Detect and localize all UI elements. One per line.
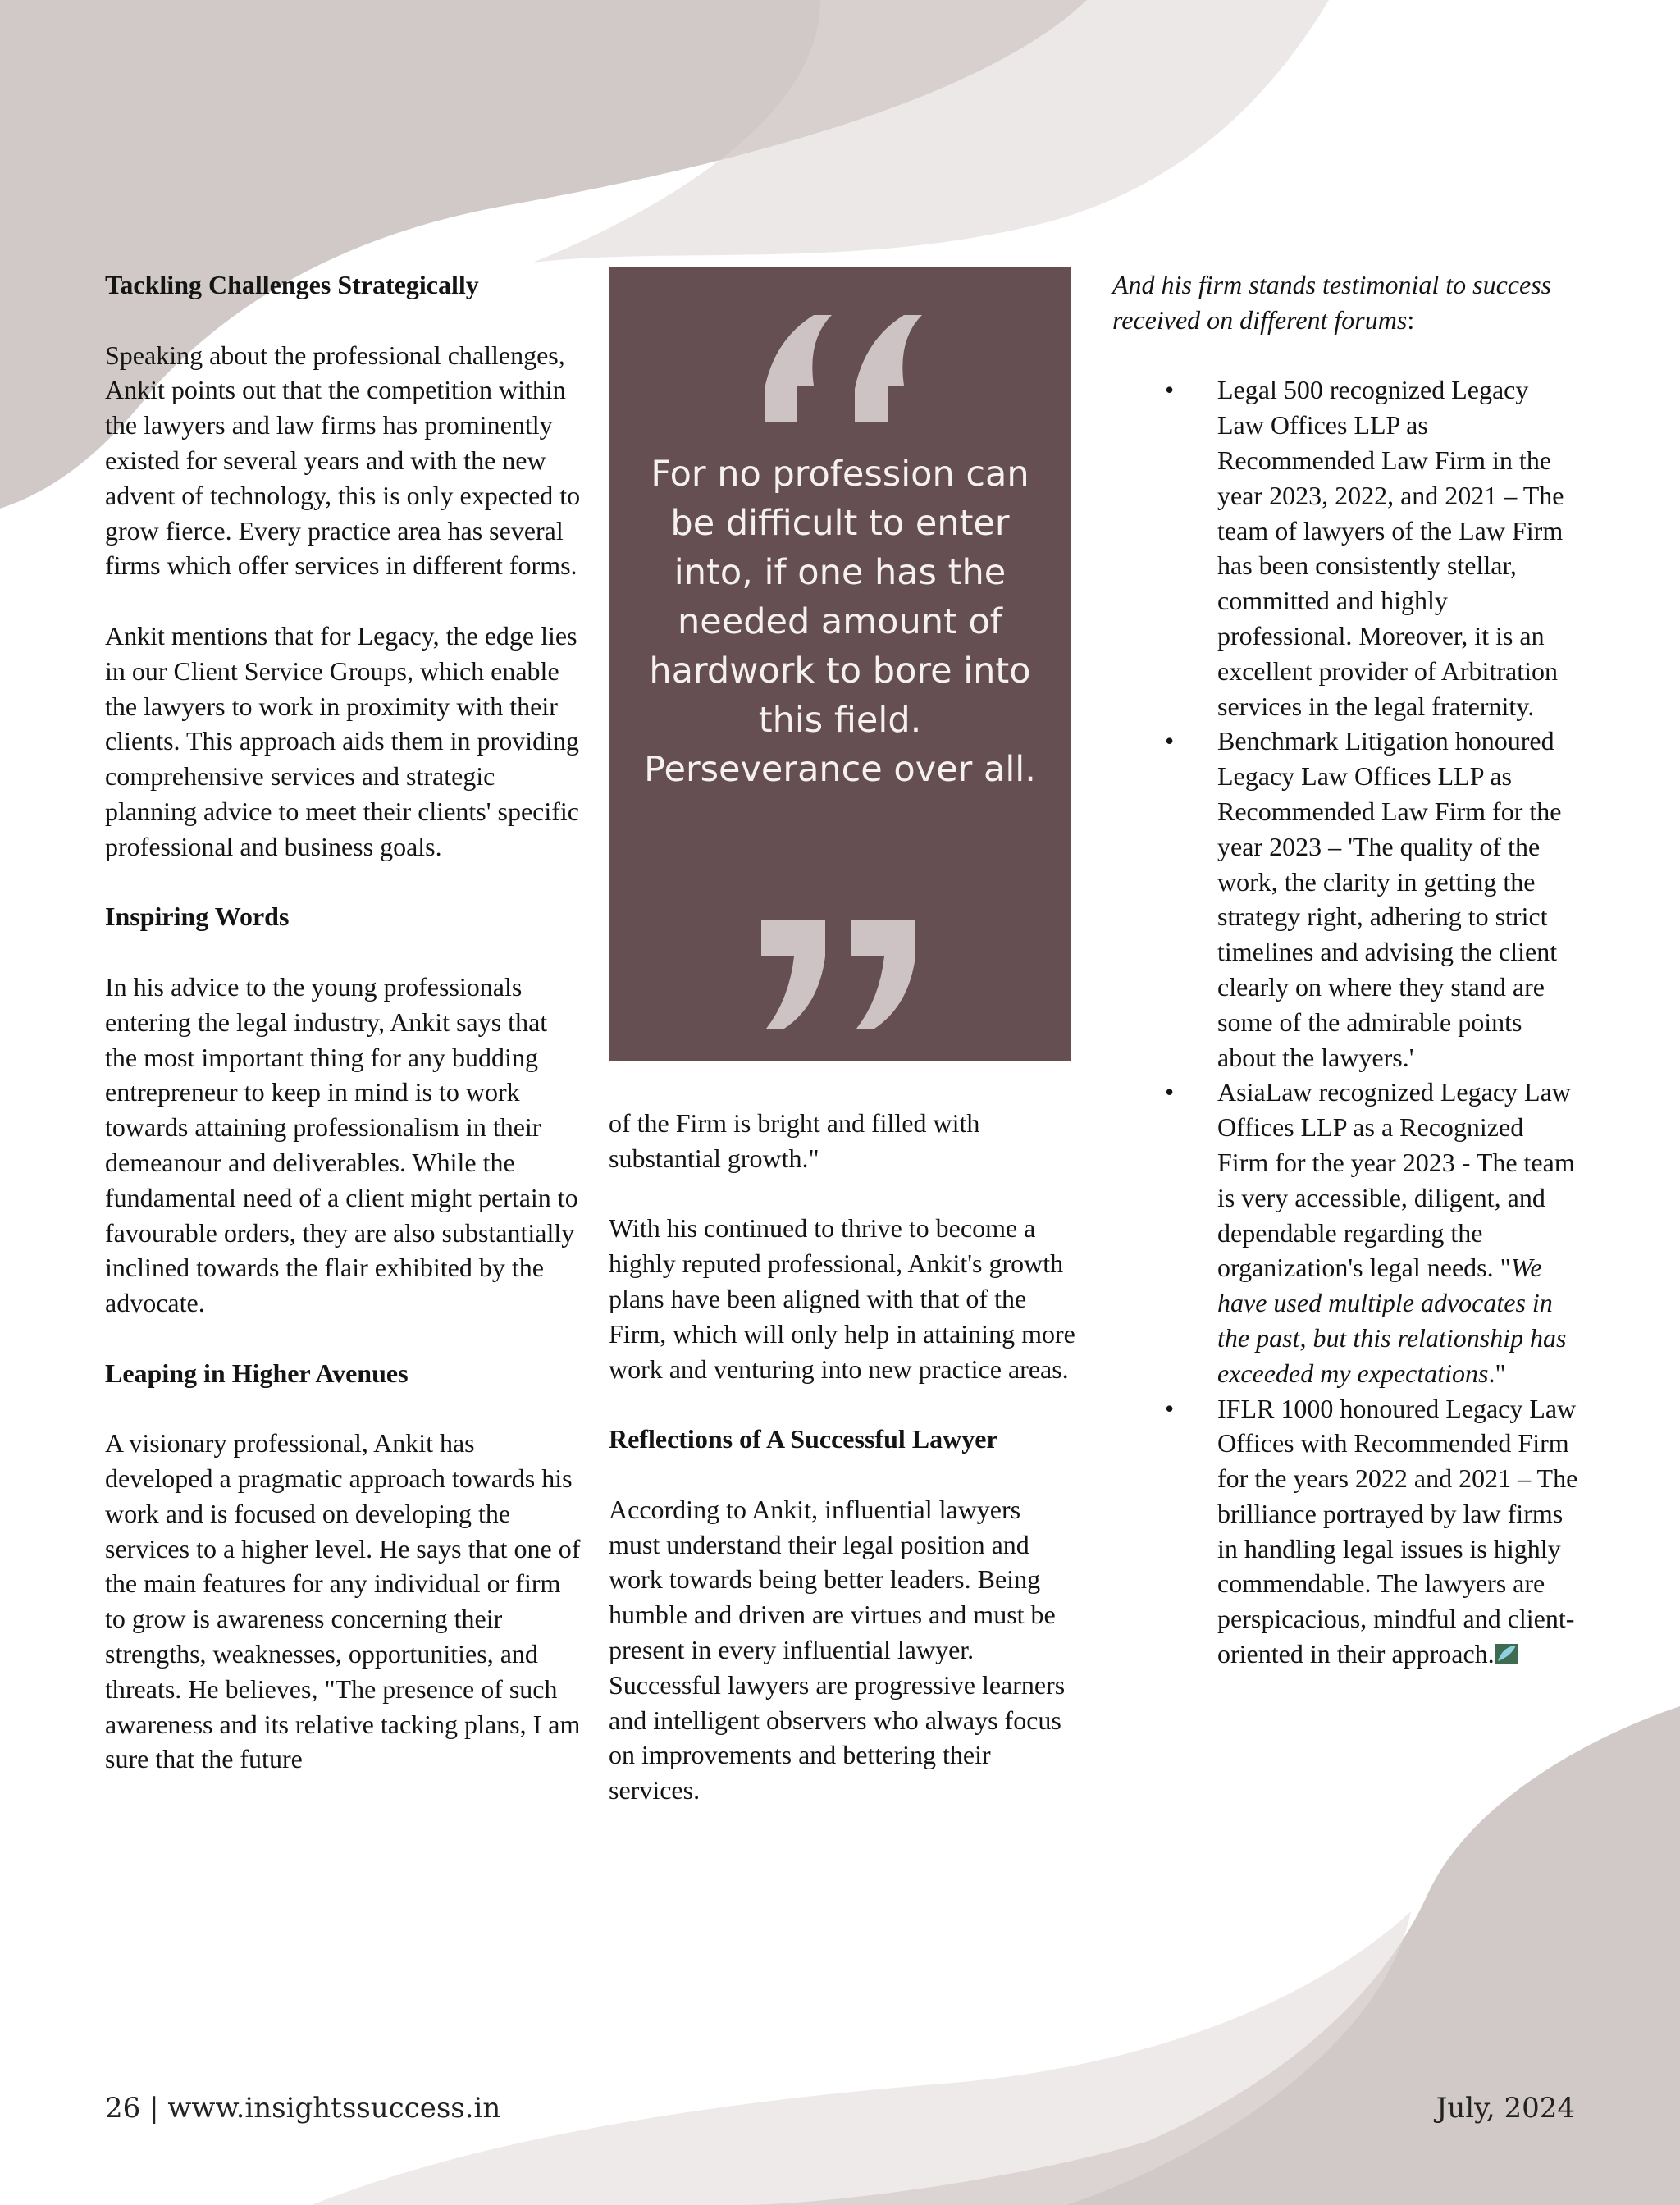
heading-reflections-successful-lawyer: Reflections of A Successful Lawyer — [609, 1424, 998, 1454]
bullet-icon: • — [1165, 375, 1175, 405]
page-number-website: 26 | www.insightssuccess.in — [105, 2092, 501, 2125]
paragraph-advice-young-professionals: In his advice to the young professionals entering the legal industry, Ankit says that the most important thing for any budding entrepreneur to keep in mind is to work towards attaining professionalism in their demeanour and deliverables. While the fundamental need of a client might pertain to favourable orders, they are also substantially inclined towards the flair exhibited by the advocate. — [105, 971, 578, 1318]
list-item — [1112, 372, 1580, 724]
award-asialaw — [1217, 1077, 1575, 1387]
list-item — [1112, 1391, 1580, 1673]
awards-intro — [1112, 267, 1580, 338]
heading-tackling-challenges: Tackling Challenges Strategically — [105, 270, 479, 299]
pull-quote-text: For no profession can be difficult to enter into, if one has the needed amount of hardwork to bore into this field. Perseverance over all. — [644, 454, 1036, 790]
award-legal-500: Legal 500 recognized Legacy Law Offices LLP as Recommended Law Firm in the year 2023, 2022, and 2021 – The team of lawyers of the Law Firm has been consistently stellar, committed and highly professional. Moreover, it is an excellent provider of Arbitration services in the legal fraternity. — [1217, 375, 1564, 721]
award-benchmark-litigation: Benchmark Litigation honoured Legacy Law Offices LLP as Recommended Law Firm for the year 2023 – 'The quality of the work, the clarity in getting the strategy right, adhering to strict timelines and advising the client clearly on where they stand are some of the admirable points about the lawyers.' — [1217, 726, 1562, 1072]
awards-list — [1112, 372, 1580, 1673]
column-middle — [609, 1106, 1076, 1843]
paragraph-influential-lawyers: According to Ankit, influential lawyers must understand their legal position and work towards being better leaders. Being humble and driven are virtues and must be present in every influential lawyer. Successful lawyers are progressive learners and intelligent observers who always focus on improvements and bettering their services. — [609, 1494, 1066, 1806]
bullet-icon: • — [1165, 726, 1175, 756]
column-right — [1112, 267, 1580, 1673]
awards-intro-italic: And his firm stands testimonial to success received on different forums — [1112, 270, 1552, 335]
award-asialaw-text: AsiaLaw recognized Legacy Law Offices LLP as a Recognized Firm for the year 2023 - The team is very accessible, diligent, and dependable regarding the organization's legal needs. " — [1217, 1077, 1575, 1283]
paragraph-future-firm: of the Firm is bright and filled with substantial growth." — [609, 1108, 980, 1173]
awards-intro-colon: : — [1407, 304, 1415, 335]
paragraph-visionary-professional: A visionary professional, Ankit has developed a pragmatic approach towards his work and is focused on developing the services to a higher level. He says that one of the main features for any individual or firm to grow is awareness concerning their strengths, weaknesses, opportunities, and threats. He believes, "The presence of such awareness and its relative tacking plans, I am sure that the future — [105, 1428, 581, 1774]
heading-leaping-higher-avenues: Leaping in Higher Avenues — [105, 1358, 409, 1388]
close-quote-icon — [609, 920, 1071, 1039]
issue-date: July, 2024 — [1436, 2092, 1575, 2125]
list-item — [1112, 1075, 1580, 1390]
bullet-icon: • — [1165, 1077, 1175, 1107]
heading-inspiring-words: Inspiring Words — [105, 902, 290, 932]
bullet-icon: • — [1165, 1393, 1175, 1423]
paragraph-client-service-groups: Ankit mentions that for Legacy, the edge lies in our Client Service Groups, which enable the lawyers to work in proximity with their clients. This approach aids them in providing comprehensive services and strategic planning advice to meet their clients' specific professional and business goals. — [105, 620, 579, 861]
paragraph-growth-plans: With his continued to thrive to become a highly reputed professional, Ankit's growth plans have been aligned with that of the Firm, which will only help in attaining more work and venturing into new practice areas. — [609, 1213, 1075, 1384]
award-asialaw-quote: We have used multiple advocates in the past, but this relationship has exceeded my expectations — [1217, 1253, 1567, 1388]
award-iflr-1000: IFLR 1000 honoured Legacy Law Offices with Recommended Firm for the years 2022 and 2021 – The brilliance portrayed by law firms in handling legal issues is highly commendable. The lawyers are perspicacious, mindful and client-oriented in their approach. — [1217, 1393, 1578, 1669]
open-quote-icon — [609, 307, 1071, 434]
leaf-end-icon — [1495, 1638, 1519, 1673]
list-item — [1112, 724, 1580, 1075]
paragraph-professional-challenges: Speaking about the professional challenges, Ankit points out that the competition within the lawyers and law firms has prominently existed for several years and with the new advent of technology, this is only expected to grow fierce. Every practice area has several firms which offer services in different forms. — [105, 340, 581, 581]
pull-quote-box — [609, 267, 1071, 1061]
award-asialaw-end: ." — [1488, 1358, 1506, 1388]
column-left — [105, 267, 584, 1812]
